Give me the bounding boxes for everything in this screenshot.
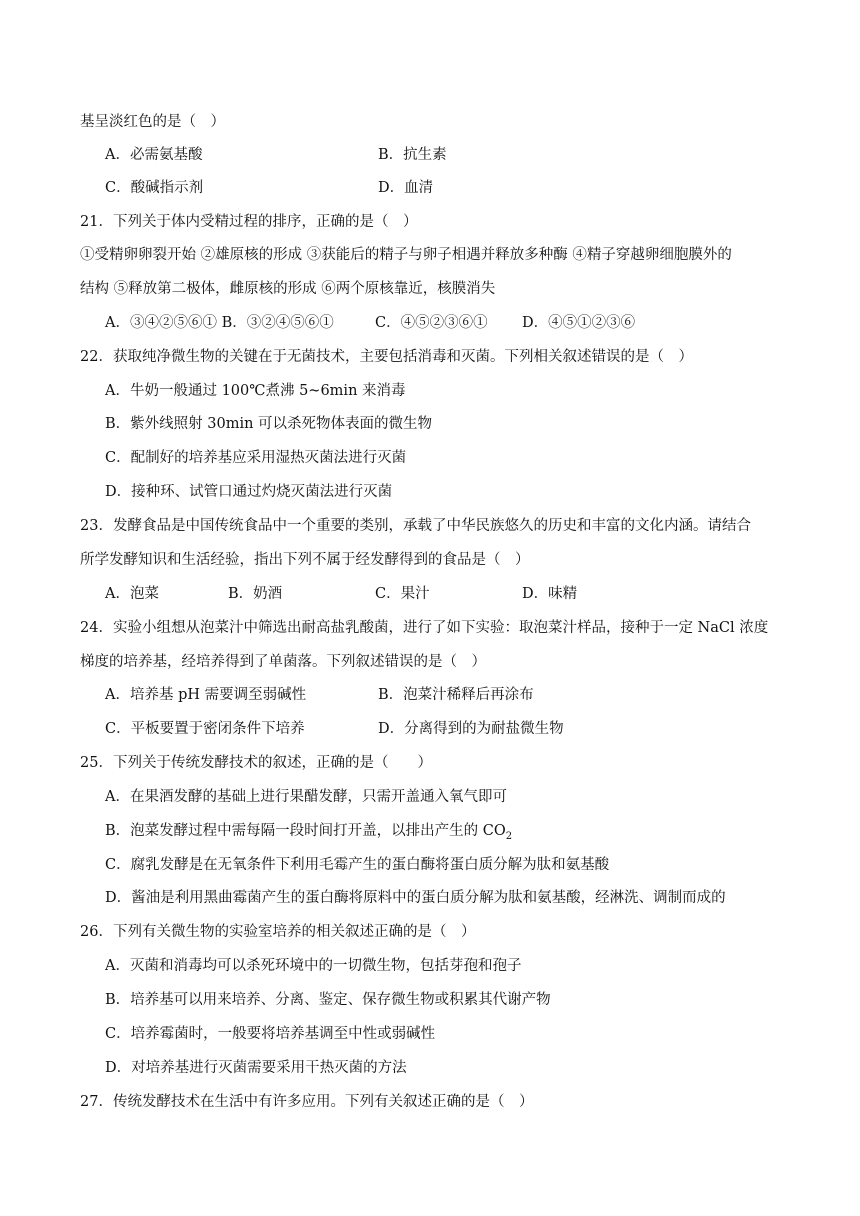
q24-option-b: B．泡菜汁稀释后再涂布 xyxy=(378,687,534,703)
q20-option-d: D．血清 xyxy=(378,180,434,196)
q24-options-row1 xyxy=(105,685,651,705)
q25-option-d: D．酱油是利用黑曲霉菌产生的蛋白酶将原料中的蛋白质分解为肽和氨基酸，经淋洗、调制而成的 xyxy=(105,890,726,906)
q23-stem-line2: 所学发酵知识和生活经验，指出下列不属于经发酵得到的食品是（ ） xyxy=(80,552,530,568)
q22-option-a: A．牛奶一般通过 100℃煮沸 5~6min 来消毒 xyxy=(105,383,406,399)
q25-option-a: A．在果酒发酵的基础上进行果醋发酵，只需开盖通入氧气即可 xyxy=(105,789,507,805)
q22-option-d: D．接种环、试管口通过灼烧灭菌法进行灭菌 xyxy=(105,484,393,500)
q21-items-line1: ①受精卵卵裂开始 ②雄原核的形成 ③获能后的精子与卵子相遇并释放多种酶 ④精子穿越卵细胞膜外的 xyxy=(80,247,732,263)
q23-option-d: D．味精 xyxy=(522,586,578,602)
q23-option-a: A．泡菜 xyxy=(105,586,159,602)
q24-options-row2 xyxy=(105,719,651,739)
q20-options-row2 xyxy=(105,178,651,198)
q22-option-b: B．紫外线照射 30min 可以杀死物体表面的微生物 xyxy=(105,416,433,432)
q27-stem: 27．传统发酵技术在生活中有许多应用。下列有关叙述正确的是（ ） xyxy=(80,1094,534,1110)
q21-option-c: C．④⑤②③⑥① xyxy=(375,315,488,331)
q22-stem: 22．获取纯净微生物的关键在于无菌技术，主要包括消毒和灭菌。下列相关叙述错误的是（ ） xyxy=(80,349,693,365)
q21-option-ab: A．③④②⑤⑥① B．③②④⑤⑥① xyxy=(105,315,334,331)
q25-option-b-subscript: 2 xyxy=(505,830,513,842)
q26-option-c: C．培养霉菌时，一般要将培养基调至中性或弱碱性 xyxy=(105,1026,436,1042)
q24-option-d: D．分离得到的为耐盐微生物 xyxy=(378,721,564,737)
q20-option-c: C．酸碱指示剂 xyxy=(105,180,204,196)
q25-option-c: C．腐乳发酵是在无氧条件下利用毛霉产生的蛋白酶将蛋白质分解为肽和氨基酸 xyxy=(105,857,610,873)
q26-option-a: A．灭菌和消毒均可以杀死环境中的一切微生物，包括芽孢和孢子 xyxy=(105,958,522,974)
q25-stem: 25．下列关于传统发酵技术的叙述，正确的是（ ） xyxy=(80,755,432,771)
q20-option-a: A．必需氨基酸 xyxy=(105,147,203,163)
q26-stem: 26．下列有关微生物的实验室培养的相关叙述正确的是（ ） xyxy=(80,924,476,940)
q26-option-b: B．培养基可以用来培养、分离、鉴定、保存微生物或积累其代谢产物 xyxy=(105,992,551,1008)
q23-option-c: C．果汁 xyxy=(375,586,430,602)
q20-stem-tail: 基呈淡红色的是（ ） xyxy=(80,114,225,130)
q21-options xyxy=(105,313,669,333)
q22-option-c: C．配制好的培养基应采用湿热灭菌法进行灭菌 xyxy=(105,450,407,466)
q24-option-a: A．培养基 pH 需要调至弱碱性 xyxy=(105,687,307,703)
q25-option-b-text: B．泡菜发酵过程中需每隔一段时间打开盖，以排出产生的 CO xyxy=(105,823,506,839)
q23-option-b: B．奶酒 xyxy=(228,586,283,602)
q21-stem: 21．下列关于体内受精过程的排序，正确的是（ ） xyxy=(80,214,418,230)
q23-stem-line1: 23．发酵食品是中国传统食品中一个重要的类别，承载了中华民族悠久的历史和丰富的文化内涵。请结合 xyxy=(80,518,751,534)
q25-option-b xyxy=(105,821,512,847)
q21-items-line2: 结构 ⑤释放第二极体，雌原核的形成 ⑥两个原核靠近，核膜消失 xyxy=(80,281,496,297)
q24-stem-line1: 24．实验小组想从泡菜汁中筛选出耐高盐乳酸菌，进行了如下实验：取泡菜汁样品，接种于一定 NaCl 浓度 xyxy=(80,620,769,636)
q21-option-d: D．④⑤①②③⑥ xyxy=(522,315,636,331)
q26-option-d: D．对培养基进行灭菌需要采用干热灭菌的方法 xyxy=(105,1060,407,1076)
q20-options-row1 xyxy=(105,145,651,165)
q24-option-c: C．平板要置于密闭条件下培养 xyxy=(105,721,305,737)
q24-stem-line2: 梯度的培养基，经培养得到了单菌落。下列叙述错误的是（ ） xyxy=(80,654,486,670)
q23-options xyxy=(105,584,577,604)
q20-option-b: B．抗生素 xyxy=(378,147,447,163)
